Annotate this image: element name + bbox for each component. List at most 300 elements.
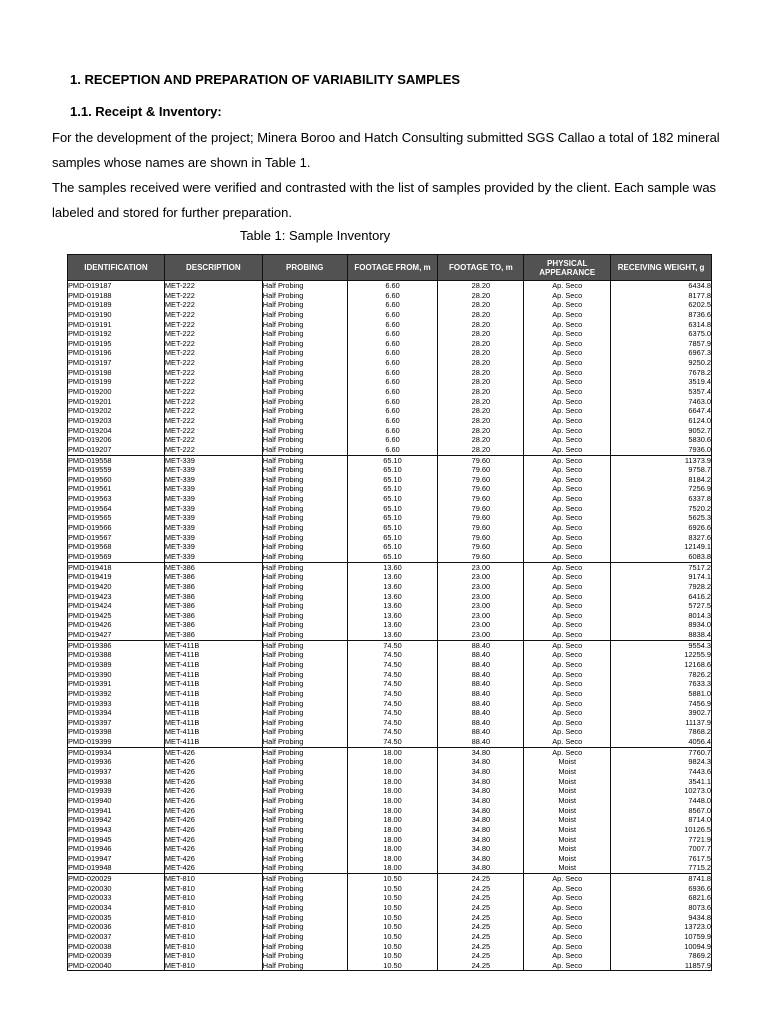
cell-footage-to: 24.25: [438, 913, 524, 923]
cell-footage-from: 65.10: [347, 494, 438, 504]
cell-receiving-weight: 9250.2: [611, 358, 712, 368]
cell-footage-from: 18.00: [347, 854, 438, 864]
cell-receiving-weight: 10759.9: [611, 932, 712, 942]
table-row: [68, 455, 712, 465]
cell-description: MET-339: [164, 484, 262, 494]
cell-probing: Half Probing: [262, 300, 347, 310]
cell-receiving-weight: 5727.5: [611, 601, 712, 611]
cell-footage-from: 6.60: [347, 281, 438, 291]
header-probing: PROBING: [262, 255, 347, 281]
cell-footage-to: 34.80: [438, 786, 524, 796]
cell-probing: Half Probing: [262, 291, 347, 301]
cell-footage-from: 18.00: [347, 777, 438, 787]
cell-physical-appearance: Moist: [524, 767, 611, 777]
cell-footage-from: 6.60: [347, 387, 438, 397]
cell-identification: PMD-019559: [68, 465, 165, 475]
cell-probing: Half Probing: [262, 387, 347, 397]
cell-receiving-weight: 10273.0: [611, 786, 712, 796]
table-row: [68, 835, 712, 845]
cell-description: MET-810: [164, 884, 262, 894]
cell-footage-to: 34.80: [438, 835, 524, 845]
cell-physical-appearance: Ap. Seco: [524, 572, 611, 582]
cell-receiving-weight: 6202.5: [611, 300, 712, 310]
header-footage-from: FOOTAGE FROM, m: [347, 255, 438, 281]
table-row: [68, 320, 712, 330]
cell-description: MET-386: [164, 592, 262, 602]
cell-footage-to: 88.40: [438, 718, 524, 728]
cell-receiving-weight: 6337.8: [611, 494, 712, 504]
cell-physical-appearance: Ap. Seco: [524, 942, 611, 952]
cell-receiving-weight: 7760.7: [611, 747, 712, 757]
cell-probing: Half Probing: [262, 611, 347, 621]
cell-footage-from: 74.50: [347, 640, 438, 650]
cell-receiving-weight: 7517.2: [611, 562, 712, 572]
cell-receiving-weight: 3519.4: [611, 377, 712, 387]
cell-identification: PMD-019197: [68, 358, 165, 368]
cell-description: MET-222: [164, 329, 262, 339]
cell-description: MET-411B: [164, 708, 262, 718]
cell-description: MET-222: [164, 300, 262, 310]
cell-physical-appearance: Ap. Seco: [524, 533, 611, 543]
cell-description: MET-339: [164, 523, 262, 533]
cell-description: MET-810: [164, 903, 262, 913]
cell-receiving-weight: 7936.0: [611, 445, 712, 455]
cell-receiving-weight: 6416.2: [611, 592, 712, 602]
cell-description: MET-810: [164, 951, 262, 961]
cell-identification: PMD-019939: [68, 786, 165, 796]
cell-identification: PMD-019937: [68, 767, 165, 777]
cell-identification: PMD-019398: [68, 727, 165, 737]
cell-footage-from: 18.00: [347, 747, 438, 757]
cell-description: MET-222: [164, 320, 262, 330]
cell-footage-from: 6.60: [347, 377, 438, 387]
cell-footage-from: 74.50: [347, 737, 438, 747]
table-row: [68, 903, 712, 913]
cell-footage-from: 74.50: [347, 689, 438, 699]
table-row: [68, 757, 712, 767]
cell-footage-from: 13.60: [347, 562, 438, 572]
cell-footage-from: 65.10: [347, 542, 438, 552]
cell-identification: PMD-019389: [68, 660, 165, 670]
table-row: [68, 650, 712, 660]
cell-description: MET-426: [164, 767, 262, 777]
cell-footage-from: 18.00: [347, 844, 438, 854]
sample-group: [68, 281, 712, 456]
cell-footage-to: 79.60: [438, 465, 524, 475]
cell-footage-to: 88.40: [438, 650, 524, 660]
cell-physical-appearance: Ap. Seco: [524, 455, 611, 465]
cell-footage-to: 23.00: [438, 630, 524, 640]
table-row: [68, 884, 712, 894]
cell-receiving-weight: 7715.2: [611, 863, 712, 873]
table-row: [68, 893, 712, 903]
table-row: [68, 815, 712, 825]
cell-probing: Half Probing: [262, 281, 347, 291]
cell-footage-to: 23.00: [438, 572, 524, 582]
cell-probing: Half Probing: [262, 416, 347, 426]
table-caption: Table 1: Sample Inventory: [239, 228, 391, 243]
cell-description: MET-222: [164, 310, 262, 320]
cell-footage-from: 10.50: [347, 942, 438, 952]
cell-probing: Half Probing: [262, 320, 347, 330]
cell-physical-appearance: Ap. Seco: [524, 913, 611, 923]
cell-physical-appearance: Ap. Seco: [524, 523, 611, 533]
cell-footage-to: 79.60: [438, 533, 524, 543]
cell-footage-to: 88.40: [438, 699, 524, 709]
table-row: [68, 523, 712, 533]
cell-footage-from: 10.50: [347, 951, 438, 961]
table-row: [68, 426, 712, 436]
cell-footage-to: 28.20: [438, 406, 524, 416]
table-row: [68, 951, 712, 961]
cell-description: MET-386: [164, 630, 262, 640]
cell-footage-to: 28.20: [438, 426, 524, 436]
cell-description: MET-411B: [164, 640, 262, 650]
cell-footage-to: 88.40: [438, 679, 524, 689]
cell-physical-appearance: Moist: [524, 815, 611, 825]
cell-physical-appearance: Moist: [524, 777, 611, 787]
cell-description: MET-411B: [164, 650, 262, 660]
cell-footage-to: 34.80: [438, 757, 524, 767]
cell-probing: Half Probing: [262, 922, 347, 932]
cell-receiving-weight: 8567.0: [611, 806, 712, 816]
cell-footage-from: 65.10: [347, 504, 438, 514]
cell-identification: PMD-019569: [68, 552, 165, 562]
cell-identification: PMD-019563: [68, 494, 165, 504]
cell-physical-appearance: Ap. Seco: [524, 484, 611, 494]
cell-receiving-weight: 11857.9: [611, 961, 712, 971]
cell-identification: PMD-019418: [68, 562, 165, 572]
cell-identification: PMD-019566: [68, 523, 165, 533]
cell-physical-appearance: Ap. Seco: [524, 893, 611, 903]
cell-probing: Half Probing: [262, 815, 347, 825]
cell-receiving-weight: 9052.7: [611, 426, 712, 436]
cell-description: MET-222: [164, 435, 262, 445]
cell-receiving-weight: 7256.9: [611, 484, 712, 494]
cell-receiving-weight: 9824.3: [611, 757, 712, 767]
cell-probing: Half Probing: [262, 640, 347, 650]
cell-description: MET-426: [164, 844, 262, 854]
cell-description: MET-222: [164, 426, 262, 436]
cell-footage-to: 88.40: [438, 670, 524, 680]
cell-description: MET-222: [164, 291, 262, 301]
cell-probing: Half Probing: [262, 679, 347, 689]
cell-footage-from: 13.60: [347, 601, 438, 611]
cell-physical-appearance: Ap. Seco: [524, 281, 611, 291]
cell-probing: Half Probing: [262, 854, 347, 864]
cell-identification: PMD-019394: [68, 708, 165, 718]
cell-description: MET-339: [164, 455, 262, 465]
cell-probing: Half Probing: [262, 708, 347, 718]
cell-footage-to: 24.25: [438, 932, 524, 942]
cell-footage-from: 74.50: [347, 708, 438, 718]
cell-receiving-weight: 3902.7: [611, 708, 712, 718]
cell-probing: Half Probing: [262, 913, 347, 923]
cell-footage-to: 34.80: [438, 854, 524, 864]
table-row: [68, 397, 712, 407]
cell-footage-to: 79.60: [438, 455, 524, 465]
cell-receiving-weight: 7007.7: [611, 844, 712, 854]
cell-description: MET-810: [164, 942, 262, 952]
table-row: [68, 699, 712, 709]
table-row: [68, 387, 712, 397]
table-row: [68, 708, 712, 718]
cell-probing: Half Probing: [262, 339, 347, 349]
header-receiving-weight: RECEIVING WEIGHT, g: [611, 255, 712, 281]
cell-identification: PMD-019936: [68, 757, 165, 767]
cell-footage-from: 6.60: [347, 435, 438, 445]
cell-receiving-weight: 6647.4: [611, 406, 712, 416]
cell-identification: PMD-019561: [68, 484, 165, 494]
cell-receiving-weight: 9174.1: [611, 572, 712, 582]
table-row: [68, 465, 712, 475]
table-row: [68, 513, 712, 523]
cell-physical-appearance: Ap. Seco: [524, 747, 611, 757]
cell-physical-appearance: Ap. Seco: [524, 932, 611, 942]
table-row: [68, 310, 712, 320]
cell-identification: PMD-019942: [68, 815, 165, 825]
table-row: [68, 562, 712, 572]
cell-physical-appearance: Ap. Seco: [524, 874, 611, 884]
cell-footage-to: 28.20: [438, 310, 524, 320]
cell-footage-from: 74.50: [347, 727, 438, 737]
cell-receiving-weight: 8184.2: [611, 475, 712, 485]
cell-footage-from: 13.60: [347, 620, 438, 630]
table-row: [68, 786, 712, 796]
cell-probing: Half Probing: [262, 727, 347, 737]
cell-probing: Half Probing: [262, 718, 347, 728]
cell-probing: Half Probing: [262, 825, 347, 835]
cell-footage-from: 13.60: [347, 630, 438, 640]
cell-probing: Half Probing: [262, 806, 347, 816]
cell-footage-to: 24.25: [438, 874, 524, 884]
cell-footage-to: 24.25: [438, 893, 524, 903]
cell-receiving-weight: 5357.4: [611, 387, 712, 397]
sample-group: [68, 874, 712, 971]
cell-footage-from: 6.60: [347, 339, 438, 349]
cell-footage-to: 28.20: [438, 320, 524, 330]
cell-footage-from: 6.60: [347, 416, 438, 426]
cell-identification: PMD-019191: [68, 320, 165, 330]
cell-receiving-weight: 8327.6: [611, 533, 712, 543]
cell-description: MET-810: [164, 893, 262, 903]
cell-description: MET-426: [164, 786, 262, 796]
cell-probing: Half Probing: [262, 884, 347, 894]
cell-receiving-weight: 6434.8: [611, 281, 712, 291]
cell-footage-from: 10.50: [347, 913, 438, 923]
cell-receiving-weight: 7443.6: [611, 767, 712, 777]
cell-footage-from: 6.60: [347, 348, 438, 358]
cell-probing: Half Probing: [262, 757, 347, 767]
cell-receiving-weight: 7617.5: [611, 854, 712, 864]
cell-identification: PMD-020040: [68, 961, 165, 971]
cell-receiving-weight: 8838.4: [611, 630, 712, 640]
table-row: [68, 961, 712, 971]
table-row: [68, 592, 712, 602]
cell-physical-appearance: Ap. Seco: [524, 951, 611, 961]
cell-identification: PMD-019206: [68, 435, 165, 445]
cell-footage-from: 6.60: [347, 358, 438, 368]
cell-physical-appearance: Moist: [524, 796, 611, 806]
cell-footage-from: 18.00: [347, 806, 438, 816]
cell-footage-to: 28.20: [438, 348, 524, 358]
cell-physical-appearance: Moist: [524, 806, 611, 816]
cell-receiving-weight: 7678.2: [611, 368, 712, 378]
cell-probing: Half Probing: [262, 670, 347, 680]
cell-probing: Half Probing: [262, 377, 347, 387]
cell-probing: Half Probing: [262, 650, 347, 660]
cell-receiving-weight: 6821.6: [611, 893, 712, 903]
table-row: [68, 718, 712, 728]
cell-identification: PMD-020030: [68, 884, 165, 894]
cell-receiving-weight: 7928.2: [611, 582, 712, 592]
cell-footage-to: 88.40: [438, 640, 524, 650]
cell-footage-to: 28.20: [438, 445, 524, 455]
cell-footage-to: 79.60: [438, 484, 524, 494]
cell-description: MET-339: [164, 504, 262, 514]
cell-footage-from: 74.50: [347, 650, 438, 660]
sample-group: [68, 455, 712, 562]
cell-description: MET-339: [164, 513, 262, 523]
cell-footage-from: 6.60: [347, 300, 438, 310]
cell-receiving-weight: 7857.9: [611, 339, 712, 349]
cell-physical-appearance: Ap. Seco: [524, 339, 611, 349]
cell-footage-from: 13.60: [347, 611, 438, 621]
cell-physical-appearance: Ap. Seco: [524, 291, 611, 301]
cell-identification: PMD-019565: [68, 513, 165, 523]
cell-receiving-weight: 12168.6: [611, 660, 712, 670]
cell-footage-to: 24.25: [438, 942, 524, 952]
cell-footage-from: 65.10: [347, 484, 438, 494]
cell-footage-to: 79.60: [438, 552, 524, 562]
cell-physical-appearance: Ap. Seco: [524, 922, 611, 932]
table-row: [68, 358, 712, 368]
cell-footage-to: 88.40: [438, 708, 524, 718]
table-row: [68, 291, 712, 301]
cell-probing: Half Probing: [262, 426, 347, 436]
cell-footage-to: 34.80: [438, 863, 524, 873]
cell-physical-appearance: Ap. Seco: [524, 406, 611, 416]
cell-footage-from: 65.10: [347, 475, 438, 485]
cell-footage-from: 18.00: [347, 767, 438, 777]
cell-physical-appearance: Ap. Seco: [524, 513, 611, 523]
cell-footage-to: 79.60: [438, 504, 524, 514]
cell-description: MET-222: [164, 348, 262, 358]
cell-probing: Half Probing: [262, 435, 347, 445]
table-row: [68, 767, 712, 777]
cell-footage-to: 23.00: [438, 592, 524, 602]
cell-receiving-weight: 5881.0: [611, 689, 712, 699]
cell-probing: Half Probing: [262, 542, 347, 552]
paragraph-intro: For the development of the project; Minera Boroo and Hatch Consulting submitted SGS Callao a total of 182 mineral samples whose names are shown in Table 1.: [52, 130, 720, 170]
cell-footage-to: 28.20: [438, 329, 524, 339]
cell-physical-appearance: Ap. Seco: [524, 689, 611, 699]
cell-footage-to: 24.25: [438, 951, 524, 961]
cell-physical-appearance: Moist: [524, 835, 611, 845]
cell-physical-appearance: Ap. Seco: [524, 494, 611, 504]
cell-description: MET-411B: [164, 670, 262, 680]
cell-probing: Half Probing: [262, 699, 347, 709]
cell-description: MET-411B: [164, 660, 262, 670]
table-row: [68, 806, 712, 816]
cell-probing: Half Probing: [262, 737, 347, 747]
cell-physical-appearance: Ap. Seco: [524, 387, 611, 397]
cell-identification: PMD-019195: [68, 339, 165, 349]
cell-probing: Half Probing: [262, 796, 347, 806]
cell-physical-appearance: Ap. Seco: [524, 320, 611, 330]
cell-footage-to: 88.40: [438, 689, 524, 699]
cell-physical-appearance: Moist: [524, 844, 611, 854]
cell-footage-from: 65.10: [347, 533, 438, 543]
cell-footage-to: 24.25: [438, 903, 524, 913]
cell-identification: PMD-019188: [68, 291, 165, 301]
cell-physical-appearance: Ap. Seco: [524, 708, 611, 718]
cell-identification: PMD-019425: [68, 611, 165, 621]
cell-description: MET-810: [164, 932, 262, 942]
cell-description: MET-339: [164, 494, 262, 504]
table-row: [68, 854, 712, 864]
cell-physical-appearance: Moist: [524, 786, 611, 796]
cell-footage-to: 34.80: [438, 777, 524, 787]
table-row: [68, 601, 712, 611]
cell-description: MET-222: [164, 406, 262, 416]
cell-receiving-weight: 5625.3: [611, 513, 712, 523]
cell-description: MET-386: [164, 611, 262, 621]
table-row: [68, 475, 712, 485]
header-description: DESCRIPTION: [164, 255, 262, 281]
cell-probing: Half Probing: [262, 329, 347, 339]
table-row: [68, 435, 712, 445]
cell-probing: Half Probing: [262, 406, 347, 416]
cell-probing: Half Probing: [262, 310, 347, 320]
cell-identification: PMD-020036: [68, 922, 165, 932]
cell-identification: PMD-019203: [68, 416, 165, 426]
cell-receiving-weight: 8073.6: [611, 903, 712, 913]
table-row: [68, 844, 712, 854]
cell-description: MET-339: [164, 465, 262, 475]
cell-identification: PMD-020039: [68, 951, 165, 961]
cell-footage-to: 88.40: [438, 727, 524, 737]
cell-identification: PMD-019198: [68, 368, 165, 378]
cell-physical-appearance: Ap. Seco: [524, 961, 611, 971]
cell-identification: PMD-019568: [68, 542, 165, 552]
cell-footage-from: 74.50: [347, 670, 438, 680]
cell-identification: PMD-019391: [68, 679, 165, 689]
table-row: [68, 281, 712, 291]
cell-receiving-weight: 6375.0: [611, 329, 712, 339]
cell-identification: PMD-020035: [68, 913, 165, 923]
table-row: [68, 747, 712, 757]
table-row: [68, 484, 712, 494]
cell-footage-to: 23.00: [438, 582, 524, 592]
cell-identification: PMD-019947: [68, 854, 165, 864]
cell-probing: Half Probing: [262, 533, 347, 543]
cell-physical-appearance: Ap. Seco: [524, 445, 611, 455]
cell-description: MET-222: [164, 339, 262, 349]
cell-receiving-weight: 8177.8: [611, 291, 712, 301]
cell-identification: PMD-019934: [68, 747, 165, 757]
table-row: [68, 670, 712, 680]
cell-footage-to: 79.60: [438, 494, 524, 504]
sample-group: [68, 747, 712, 873]
cell-identification: PMD-019945: [68, 835, 165, 845]
cell-probing: Half Probing: [262, 368, 347, 378]
table-row: [68, 348, 712, 358]
cell-footage-from: 10.50: [347, 893, 438, 903]
cell-receiving-weight: 9554.3: [611, 640, 712, 650]
cell-probing: Half Probing: [262, 445, 347, 455]
cell-physical-appearance: Ap. Seco: [524, 699, 611, 709]
